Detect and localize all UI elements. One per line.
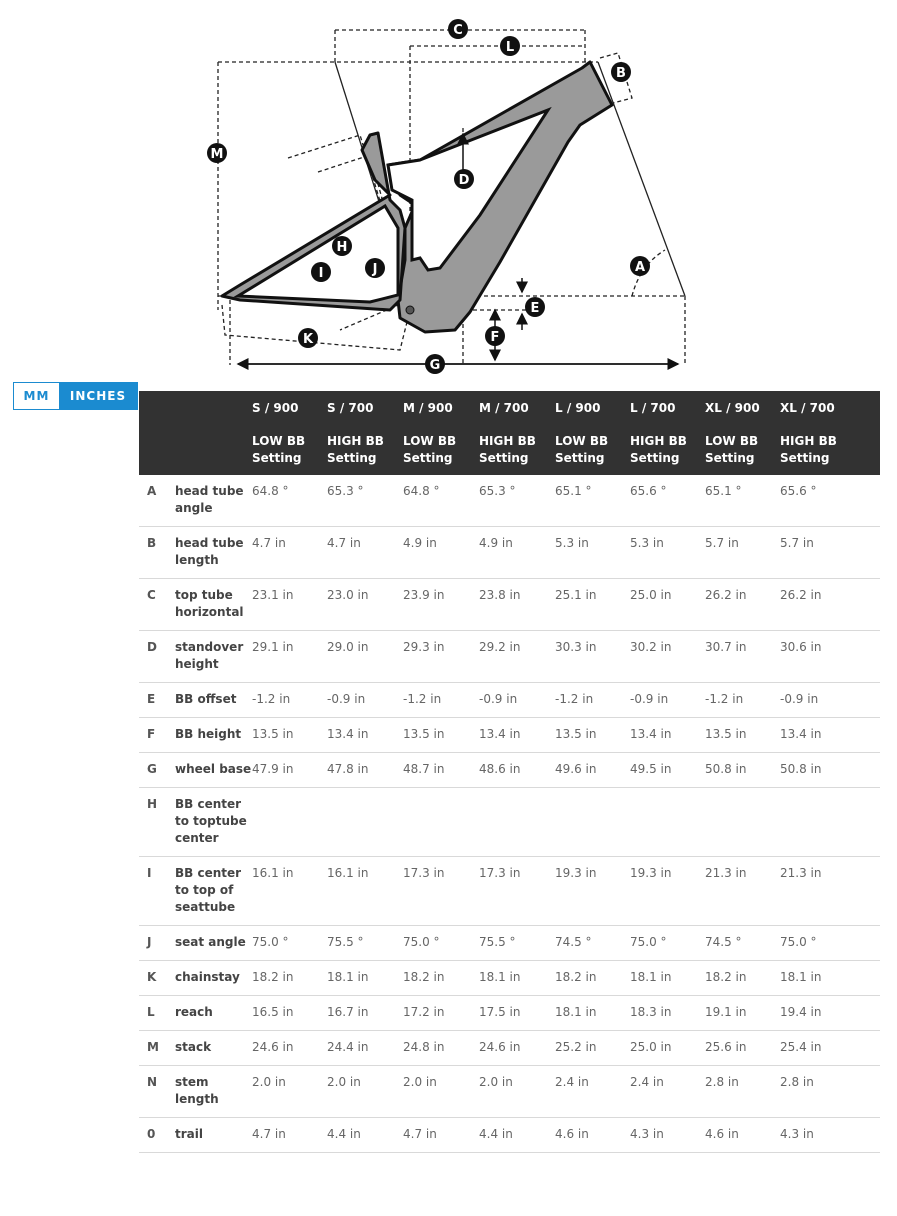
table-cell: 65.6 ° (630, 475, 705, 527)
geometry-table (139, 391, 880, 1153)
table-cell: 75.0 ° (252, 926, 327, 961)
table-row (139, 1118, 880, 1153)
row-label: stack (175, 1031, 252, 1066)
column-header (780, 391, 880, 475)
table-cell: 18.2 in (705, 961, 780, 996)
table-cell: 13.4 in (479, 718, 555, 753)
table-cell: 65.1 ° (555, 475, 630, 527)
table-cell (630, 788, 705, 857)
table-cell: 4.7 in (403, 1118, 479, 1153)
table-row (139, 926, 880, 961)
row-letter: L (139, 996, 175, 1031)
inches-unit-button[interactable]: INCHES (59, 383, 137, 409)
table-cell: 19.1 in (705, 996, 780, 1031)
dimension-marker-e (525, 297, 545, 317)
table-cell: 75.5 ° (327, 926, 403, 961)
table-cell: 4.4 in (327, 1118, 403, 1153)
table-cell: 17.3 in (403, 857, 479, 926)
table-cell: 26.2 in (705, 579, 780, 631)
table-cell (403, 788, 479, 857)
table-cell: 75.0 ° (780, 926, 880, 961)
table-cell: 25.6 in (705, 1031, 780, 1066)
table-cell: 2.4 in (630, 1066, 705, 1118)
table-cell: 48.7 in (403, 753, 479, 788)
table-cell: 18.1 in (327, 961, 403, 996)
table-cell: 25.1 in (555, 579, 630, 631)
svg-text:A: A (634, 260, 646, 275)
row-letter: D (139, 631, 175, 683)
column-bb-setting: HIGH BB Setting (780, 434, 837, 465)
svg-text:C: C (453, 23, 463, 38)
column-header (403, 391, 479, 475)
table-cell: 17.2 in (403, 996, 479, 1031)
table-cell: 64.8 ° (252, 475, 327, 527)
table-cell (705, 788, 780, 857)
table-cell: -0.9 in (780, 683, 880, 718)
dimension-marker-f (485, 326, 505, 346)
table-cell: 23.8 in (479, 579, 555, 631)
table-cell: -0.9 in (630, 683, 705, 718)
table-cell: 13.4 in (780, 718, 880, 753)
table-row (139, 857, 880, 926)
table-cell: 18.1 in (555, 996, 630, 1031)
svg-text:B: B (616, 66, 626, 81)
row-label: BB center to toptube center (175, 788, 252, 857)
table-cell: 5.7 in (705, 527, 780, 579)
table-cell: 50.8 in (705, 753, 780, 788)
dimension-marker-m (207, 143, 227, 163)
dimension-marker-c (448, 19, 468, 39)
table-cell: 30.3 in (555, 631, 630, 683)
table-cell: 18.3 in (630, 996, 705, 1031)
table-cell: 4.7 in (327, 527, 403, 579)
unit-toggle[interactable] (13, 382, 138, 410)
row-label: stem length (175, 1066, 252, 1118)
table-cell: 48.6 in (479, 753, 555, 788)
row-letter: I (139, 857, 175, 926)
header-blank (139, 391, 175, 475)
dimension-marker-b (611, 62, 631, 82)
row-letter: B (139, 527, 175, 579)
row-label: trail (175, 1118, 252, 1153)
table-cell: 13.4 in (327, 718, 403, 753)
table-cell: 19.4 in (780, 996, 880, 1031)
row-label: reach (175, 996, 252, 1031)
table-cell: 29.0 in (327, 631, 403, 683)
table-cell: 23.9 in (403, 579, 479, 631)
header-blank (175, 391, 252, 475)
table-cell: 49.5 in (630, 753, 705, 788)
table-cell (252, 788, 327, 857)
column-bb-setting: LOW BB Setting (403, 434, 457, 465)
table-cell: 47.9 in (252, 753, 327, 788)
table-row (139, 1031, 880, 1066)
table-cell: 26.2 in (780, 579, 880, 631)
table-cell: 25.4 in (780, 1031, 880, 1066)
column-size: M / 700 (479, 401, 529, 415)
table-cell: 4.9 in (403, 527, 479, 579)
table-row (139, 961, 880, 996)
dimension-marker-h (332, 236, 352, 256)
svg-text:E: E (530, 301, 540, 316)
svg-text:H: H (336, 240, 348, 255)
row-label: seat angle (175, 926, 252, 961)
table-cell: 29.2 in (479, 631, 555, 683)
svg-text:J: J (372, 262, 378, 277)
table-row (139, 718, 880, 753)
table-cell: 2.8 in (780, 1066, 880, 1118)
row-label: BB offset (175, 683, 252, 718)
table-cell: 19.3 in (555, 857, 630, 926)
column-size: S / 900 (252, 401, 299, 415)
svg-text:M: M (210, 147, 224, 162)
column-size: S / 700 (327, 401, 374, 415)
table-cell: 13.5 in (555, 718, 630, 753)
dimension-marker-l (500, 36, 520, 56)
table-cell: 16.1 in (327, 857, 403, 926)
table-cell: 4.6 in (555, 1118, 630, 1153)
row-letter: M (139, 1031, 175, 1066)
table-cell: 4.3 in (780, 1118, 880, 1153)
table-cell: -0.9 in (479, 683, 555, 718)
column-size: L / 900 (555, 401, 601, 415)
table-row (139, 579, 880, 631)
row-label: head tube length (175, 527, 252, 579)
table-header-row (139, 391, 880, 475)
column-bb-setting: HIGH BB Setting (479, 434, 536, 465)
table-cell: 17.3 in (479, 857, 555, 926)
dimension-marker-i (311, 262, 331, 282)
column-bb-setting: LOW BB Setting (705, 434, 759, 465)
column-bb-setting: HIGH BB Setting (327, 434, 384, 465)
dimension-marker-k (298, 328, 318, 348)
table-cell: 30.2 in (630, 631, 705, 683)
table-cell: 4.9 in (479, 527, 555, 579)
table-cell: 18.2 in (252, 961, 327, 996)
table-cell: 2.0 in (252, 1066, 327, 1118)
dimension-marker-g (425, 354, 445, 374)
table-cell: 23.0 in (327, 579, 403, 631)
column-size: M / 900 (403, 401, 453, 415)
column-bb-setting: LOW BB Setting (252, 434, 306, 465)
row-label: BB height (175, 718, 252, 753)
table-cell: 5.3 in (630, 527, 705, 579)
table-cell: 75.0 ° (403, 926, 479, 961)
table-cell: 16.7 in (327, 996, 403, 1031)
table-cell: 21.3 in (780, 857, 880, 926)
table-row (139, 788, 880, 857)
table-cell (555, 788, 630, 857)
table-cell: 49.6 in (555, 753, 630, 788)
table-cell: 74.5 ° (555, 926, 630, 961)
row-letter: K (139, 961, 175, 996)
table-cell: 50.8 in (780, 753, 880, 788)
table-cell: 4.7 in (252, 1118, 327, 1153)
table-cell: 65.1 ° (705, 475, 780, 527)
table-cell: 75.5 ° (479, 926, 555, 961)
table-row (139, 683, 880, 718)
table-cell: 18.1 in (780, 961, 880, 996)
column-size: L / 700 (630, 401, 676, 415)
table-cell (780, 788, 880, 857)
table-cell: 19.3 in (630, 857, 705, 926)
table-cell: 13.5 in (403, 718, 479, 753)
table-cell: 25.0 in (630, 579, 705, 631)
table-cell: 23.1 in (252, 579, 327, 631)
svg-text:L: L (505, 40, 515, 55)
mm-unit-button[interactable]: MM (14, 383, 59, 409)
table-cell: 18.2 in (403, 961, 479, 996)
table-cell: 74.5 ° (705, 926, 780, 961)
table-cell: 16.5 in (252, 996, 327, 1031)
column-header (630, 391, 705, 475)
row-label: BB center to top of seattube (175, 857, 252, 926)
row-label: head tube angle (175, 475, 252, 527)
table-cell: 13.5 in (705, 718, 780, 753)
table-row (139, 475, 880, 527)
column-header (555, 391, 630, 475)
table-cell: 25.0 in (630, 1031, 705, 1066)
table-cell: 18.1 in (630, 961, 705, 996)
row-label: standover height (175, 631, 252, 683)
table-cell: 2.4 in (555, 1066, 630, 1118)
row-letter: A (139, 475, 175, 527)
table-cell: 13.4 in (630, 718, 705, 753)
table-cell: 2.0 in (479, 1066, 555, 1118)
table-cell (479, 788, 555, 857)
table-cell: 2.0 in (327, 1066, 403, 1118)
table-cell: 30.6 in (780, 631, 880, 683)
table-cell: 5.7 in (780, 527, 880, 579)
table-cell: 18.2 in (555, 961, 630, 996)
table-cell (327, 788, 403, 857)
row-label: wheel base (175, 753, 252, 788)
table-cell: 5.3 in (555, 527, 630, 579)
dimension-marker-j (365, 258, 385, 278)
row-label: top tube horizontal (175, 579, 252, 631)
table-row (139, 753, 880, 788)
column-header (252, 391, 327, 475)
table-cell: 21.3 in (705, 857, 780, 926)
row-letter: C (139, 579, 175, 631)
table-cell: 65.6 ° (780, 475, 880, 527)
svg-text:D: D (458, 173, 470, 188)
column-header (705, 391, 780, 475)
table-cell: -0.9 in (327, 683, 403, 718)
table-cell: 24.8 in (403, 1031, 479, 1066)
table-row (139, 527, 880, 579)
table-cell: 29.1 in (252, 631, 327, 683)
table-cell: 16.1 in (252, 857, 327, 926)
table-cell: 2.8 in (705, 1066, 780, 1118)
row-letter: E (139, 683, 175, 718)
row-letter: 0 (139, 1118, 175, 1153)
table-row (139, 631, 880, 683)
table-cell: 18.1 in (479, 961, 555, 996)
table-cell: 2.0 in (403, 1066, 479, 1118)
table-cell: -1.2 in (555, 683, 630, 718)
column-header (479, 391, 555, 475)
column-bb-setting: HIGH BB Setting (630, 434, 687, 465)
table-cell: 29.3 in (403, 631, 479, 683)
column-header (327, 391, 403, 475)
table-cell: 64.8 ° (403, 475, 479, 527)
row-letter: G (139, 753, 175, 788)
dimension-marker-d (454, 169, 474, 189)
svg-text:I: I (318, 266, 324, 281)
table-row (139, 1066, 880, 1118)
svg-text:G: G (429, 358, 441, 373)
table-cell: 65.3 ° (479, 475, 555, 527)
table-cell: 13.5 in (252, 718, 327, 753)
table-cell: 4.4 in (479, 1118, 555, 1153)
table-cell: 47.8 in (327, 753, 403, 788)
table-cell: 65.3 ° (327, 475, 403, 527)
column-size: XL / 700 (780, 401, 835, 415)
table-cell: 4.3 in (630, 1118, 705, 1153)
table-cell: 75.0 ° (630, 926, 705, 961)
table-cell: 17.5 in (479, 996, 555, 1031)
row-letter: H (139, 788, 175, 857)
svg-text:F: F (490, 330, 500, 345)
table-cell: 24.6 in (479, 1031, 555, 1066)
table-cell: 4.6 in (705, 1118, 780, 1153)
table-cell: -1.2 in (252, 683, 327, 718)
svg-text:K: K (302, 332, 314, 347)
table-cell: 25.2 in (555, 1031, 630, 1066)
row-letter: J (139, 926, 175, 961)
frame-geometry-diagram (0, 0, 897, 380)
table-cell: 24.6 in (252, 1031, 327, 1066)
row-letter: N (139, 1066, 175, 1118)
table-cell: 24.4 in (327, 1031, 403, 1066)
column-bb-setting: LOW BB Setting (555, 434, 609, 465)
dimension-marker-a (630, 256, 650, 276)
row-letter: F (139, 718, 175, 753)
table-cell: -1.2 in (705, 683, 780, 718)
table-row (139, 996, 880, 1031)
table-cell: 4.7 in (252, 527, 327, 579)
row-label: chainstay (175, 961, 252, 996)
column-size: XL / 900 (705, 401, 760, 415)
table-cell: 30.7 in (705, 631, 780, 683)
table-cell: -1.2 in (403, 683, 479, 718)
